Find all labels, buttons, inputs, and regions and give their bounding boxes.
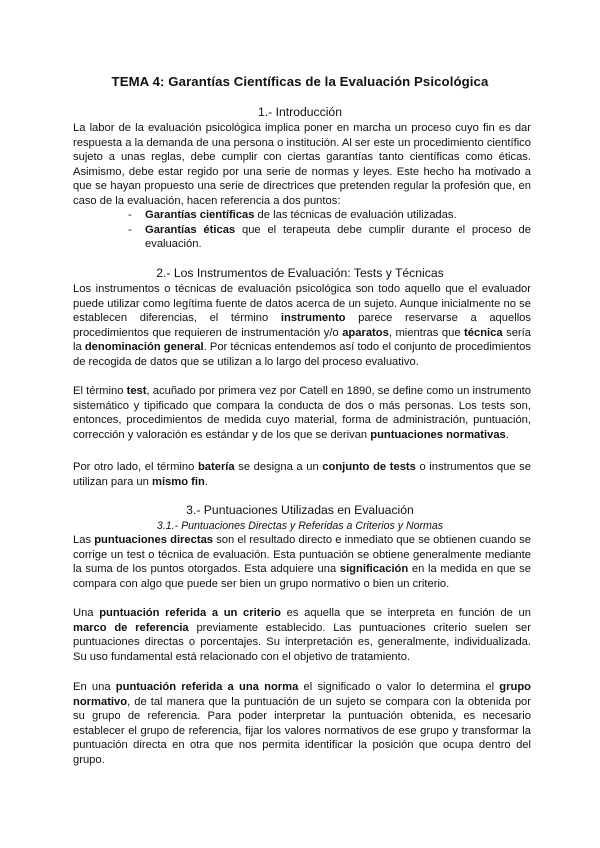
section-2-paragraph-3: Por otro lado, el término batería se designa a un conjunto de tests o instrumentos que se utilizan para un mismo fin. xyxy=(73,461,532,488)
dash-bullet-icon: - xyxy=(128,209,132,221)
list-item: - Garantías científicas de las técnicas de evaluación utilizadas. xyxy=(128,209,457,221)
guarantees-list xyxy=(128,208,531,252)
list-item: - Garantías éticas que el terapeuta debe cumplir durante el proceso de evaluación. xyxy=(128,223,531,251)
section-2-paragraph-2: El término test, acuñado por primera vez por Catell en 1890, se define como un instrumento sistemático y tipificado que compara la conducta de dos o más personas. Los tests son, entonces, procedimientos de medida cuyo material, forma de administración, puntuación, corrección y valoración es estándar y de los que se derivan puntuaciones normativas. xyxy=(73,385,532,441)
section-1-heading: 1.- Introducción xyxy=(257,105,342,119)
section-3-1-subheading: 3.1.- Puntuaciones Directas y Referidas a Criterios y Normas xyxy=(156,520,444,532)
section-3-paragraph-1: Las puntuaciones directas son el resultado directo e inmediato que se obtienen cuando se corrige un test o técnica de evaluación. Esta puntuación se obtiene generalmente mediante la suma de los puntos otorgados. Esta adquiere una significación en la medida en que se compara con algo que puede ser bien un grupo normativo o bien un criterio. xyxy=(73,534,531,590)
section-3-paragraph-3: En una puntuación referida a una norma el significado o valor lo determina el grupo normativo, de tal manera que la puntuación de un sujeto se compara con la obtenida por su grupo de referencia. Para poder interpretar la puntuación obtenida, es necesario establecer el grupo de referencia, fijar los valores normativos de ese grupo y transformar la puntuación directa en otra que nos permita identificar la posición que ocupa dentro del grupo. xyxy=(73,681,531,766)
section-2-heading: 2.- Los Instrumentos de Evaluación: Tests y Técnicas xyxy=(156,266,444,280)
dash-bullet-icon: - xyxy=(128,223,132,236)
section-3-paragraph-2: Una puntuación referida a un criterio es aquella que se interpreta en función de un marco de referencia previamente establecido. Las puntuaciones criterio suelen ser puntuaciones directas o porcentajes. Su interpretación es, generalmente, individualizada. Su uso fundamental está relacionado con el objetivo de tratamiento. xyxy=(73,607,532,663)
page-title: TEMA 4: Garantías Científicas de la Evaluación Psicológica xyxy=(111,74,489,89)
section-1-paragraph-1: La labor de la evaluación psicológica implica poner en marcha un proceso cuyo fin es dar respuesta a la demanda de una persona o institución. Al ser este un procedimiento científico sujeto a unas reglas, debe cumplir con ciertas garantías tanto científicas como éticas. Asimismo, debe estar regido por una serie de normas y leyes. Este hecho ha motivado a que se hayan propuesto una serie de directrices que pretenden regular la profesión que, en caso de la evaluación, hacen referencia a dos puntos: xyxy=(73,122,531,207)
section-3-heading: 3.- Puntuaciones Utilizadas en Evaluación xyxy=(186,503,414,517)
section-2-paragraph-1: Los instrumentos o técnicas de evaluación psicológica son todo aquello que el evaluador puede utilizar como legítima fuente de datos acerca de un sujeto. Aunque inicialmente no se establecen diferencias, el término instrumento parece reservarse a aquellos procedimientos que requieren de instrumentación y/o aparatos, mientras que técnica sería la denominación general. Por técnicas entendemos así todo el conjunto de procedimientos de recogida de datos que se utilizan a lo largo del proceso evaluativo. xyxy=(73,283,531,368)
